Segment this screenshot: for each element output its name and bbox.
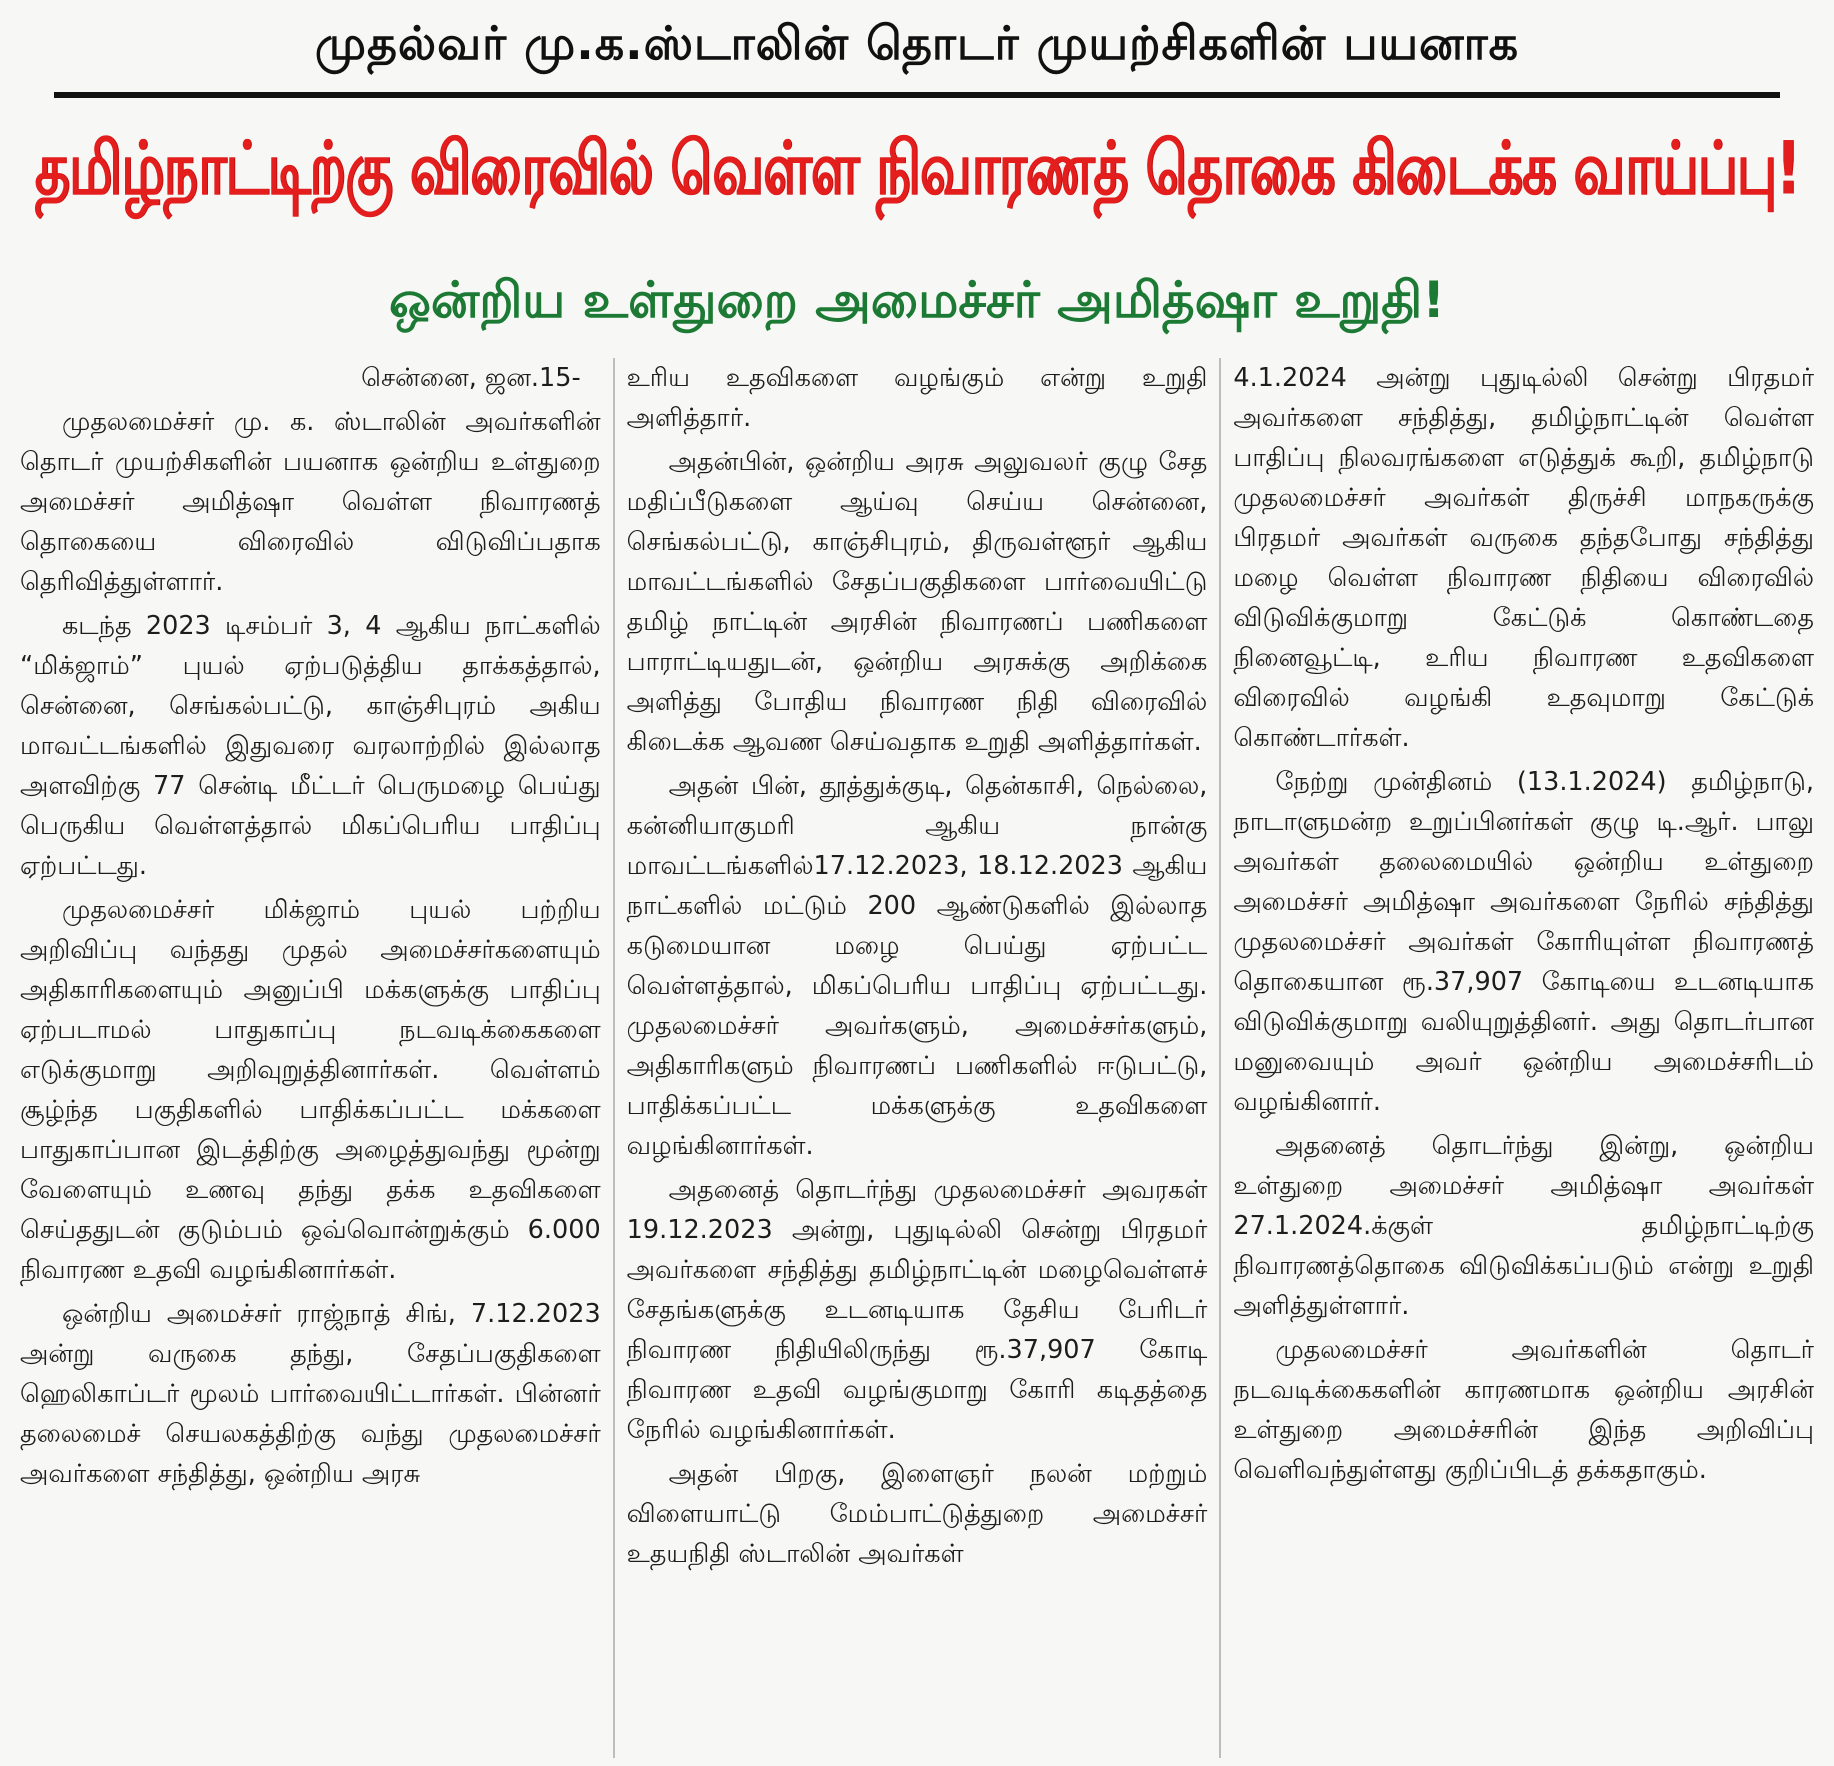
main-headline-text: தமிழ்நாட்டிற்கு விரைவில் வெள்ள நிவாரணத் தொகை கிடைக்க வாய்ப்பு! (34, 125, 1800, 211)
article-paragraph: அதன் பின், தூத்துக்குடி, தென்காசி, நெல்லை, கன்னியாகுமரி ஆகிய நான்கு மாவட்டங்களில்17.12.2023, 18.12.2023 ஆகிய நாட்களில் மட்டும் 200 ஆண்டுகளில் இல்லாத கடுமையான மழை பெய்து ஏற்பட்ட வெள்ளத்தால், மிகப்பெரிய பாதிப்பு ஏற்பட்டது. முதலமைச்சர் அவர்களும், அமைச்சர்களும், அதிகாரிகளும் நிவாரணப் பணிகளில் ஈடுபட்டு, பாதிக்கப்பட்ட மக்களுக்கு உதவிகளை வழங்கினார்கள். (626, 771, 1208, 1161)
article-paragraph: அதனைத் தொடர்ந்து முதலமைச்சர் அவரகள் 19.12.2023 அன்று, புதுடில்லி சென்று பிரதமர் அவர்களை சந்தித்து தமிழ்நாட்டின் மழைவெள்ளச் சேதங்களுக்கு உடனடியாக தேசிய பேரிடர் நிவாரண நிதியிலிருந்து ரூ.37,907 கோடி நிவாரண உதவி வழங்குமாறு கோரி கடிதத்தை நேரில் வழங்கினார்கள். (626, 1175, 1208, 1445)
sub-headline-text: ஒன்றிய உள்துறை அமைச்சர் அமித்ஷா உறுதி! (388, 270, 1446, 329)
article-paragraph: நேற்று முன்தினம் (13.1.2024) தமிழ்நாடு, நாடாளுமன்ற உறுப்பினர்கள் குழு டி.ஆர். பாலு அவர்கள் தலைமையில் ஒன்றிய உள்துறை அமைச்சர் அமித்ஷா அவர்களை நேரில் சந்தித்து முதலமைச்சர் அவர்கள் கோரியுள்ள நிவாரணத் தொகையான ரூ.37,907 கோடியை உடனடியாக விடுவிக்குமாறு வலியுறுத்தினர். அது தொடர்பான மனுவையும் அவர் ஒன்றிய அமைச்சரிடம் வழங்கினார். (1233, 767, 1815, 1117)
article-paragraph: முதலமைச்சர் அவர்களின் தொடர் நடவடிக்கைகளின் காரணமாக ஒன்றிய அரசின் உள்துறை அமைச்சரின் இந்த அறிவிப்பு வெளிவந்துள்ளது குறிப்பிடத் தக்கதாகும். (1233, 1335, 1815, 1485)
article-column-3 (1219, 358, 1826, 1758)
main-headline (14, 72, 1820, 275)
article-paragraph: கடந்த 2023 டிசம்பர் 3, 4 ஆகிய நாட்களில் “மிக்ஜாம்” புயல் ஏற்படுத்திய தாக்கத்தால், சென்னை, செங்கல்பட்டு, காஞ்சிபுரம் அகிய மாவட்டங்களில் இதுவரை வரலாற்றில் இல்லாத அளவிற்கு 77 சென்டி மீட்டர் பெருமழை பெய்து பெருகிய வெள்ளத்தால் மிகப்பெரிய பாதிப்பு ஏற்பட்டது. (20, 611, 601, 881)
article-paragraph: அதன்பின், ஒன்றிய அரசு அலுவலர் குழு சேத மதிப்பீடுகளை ஆய்வு செய்ய சென்னை, செங்கல்பட்டு, காஞ்சிபுரம், திருவள்ளூர் ஆகிய மாவட்டங்களில் சேதப்பகுதிகளை பார்வையிட்டு தமிழ் நாட்டின் அரசின் நிவாரணப் பணிகளை பாராட்டியதுடன், ஒன்றிய அரசுக்கு அறிக்கை அளித்து போதிய நிவாரண நிதி விரைவில் கிடைக்க ஆவண செய்வதாக உறுதி அளித்தார்கள். (626, 447, 1208, 757)
kicker-headline-text: முதல்வர் மு.க.ஸ்டாலின் தொடர் முயற்சிகளின் பயனாக (314, 15, 1520, 70)
article-body (0, 358, 1834, 1758)
article-paragraph: அதனைத் தொடர்ந்து இன்று, ஒன்றிய உள்துறை அமைச்சர் அமித்ஷா அவர்கள் 27.1.2024.க்குள் தமிழ்நாட்டிற்கு நிவாரணத்தொகை விடுவிக்கப்படும் என்று உறுதி அளித்துள்ளார். (1233, 1131, 1815, 1321)
article-paragraph: முதலமைச்சர் மு. க. ஸ்டாலின் அவர்களின் தொடர் முயற்சிகளின் பயனாக ஒன்றிய உள்துறை அமைச்சர் அமித்ஷா வெள்ள நிவாரணத் தொகையை விரைவில் விடுவிப்பதாக தெரிவித்துள்ளார். (20, 407, 601, 597)
article-paragraph: ஒன்றிய அமைச்சர் ராஜ்நாத் சிங், 7.12.2023 அன்று வருகை தந்து, சேதப்பகுதிகளை ஹெலிகாப்டர் மூலம் பார்வையிட்டார்கள். பின்னர் தலைமைச் செயலகத்திற்கு வந்து முதலமைச்சர் அவர்களை சந்தித்து, ஒன்றிய அரசு (20, 1299, 601, 1489)
dateline: சென்னை, ஜன.15- (361, 363, 581, 393)
article-column-2 (613, 358, 1220, 1758)
article-paragraph: 4.1.2024 அன்று புதுடில்லி சென்று பிரதமர் அவர்களை சந்தித்து, தமிழ்நாட்டின் வெள்ள பாதிப்பு நிலவரங்களை எடுத்துக் கூறி, தமிழ்நாடு முதலமைச்சர் அவர்கள் திருச்சி மாநகருக்கு பிரதமர் அவர்கள் வருகை தந்தபோது சந்தித்து மழை வெள்ள நிவாரண நிதியை விரைவில் விடுவிக்குமாறு கேட்டுக் கொண்டதை நினைவூட்டி, உரிய நிவாரண உதவிகளை விரைவில் வழங்கி உதவுமாறு கேட்டுக் கொண்டார்கள். (1233, 363, 1815, 753)
article-paragraph: உரிய உதவிகளை வழங்கும் என்று உறுதி அளித்தார். (626, 363, 1208, 433)
article-paragraph: முதலமைச்சர் மிக்ஜாம் புயல் பற்றிய அறிவிப்பு வந்தது முதல் அமைச்சர்களையும் அதிகாரிகளையும் அனுப்பி மக்களுக்கு பாதிப்பு ஏற்படாமல் பாதுகாப்பு நடவடிக்கைகளை எடுக்குமாறு அறிவுறுத்தினார்கள். வெள்ளம் சூழ்ந்த பகுதிகளில் பாதிக்கப்பட்ட மக்களை பாதுகாப்பான இடத்திற்கு அழைத்துவந்து மூன்று வேளையும் உணவு தந்து தக்க உதவிகளை செய்ததுடன் குடும்பம் ஒவ்வொன்றுக்கும் 6.000 நிவாரண உதவி வழங்கினார்கள். (20, 895, 601, 1285)
article-column-1 (8, 358, 613, 1758)
article-paragraph: அதன் பிறகு, இளைஞர் நலன் மற்றும் விளையாட்டு மேம்பாட்டுத்துறை அமைச்சர் உதயநிதி ஸ்டாலின் அவர்கள் (626, 1459, 1208, 1569)
